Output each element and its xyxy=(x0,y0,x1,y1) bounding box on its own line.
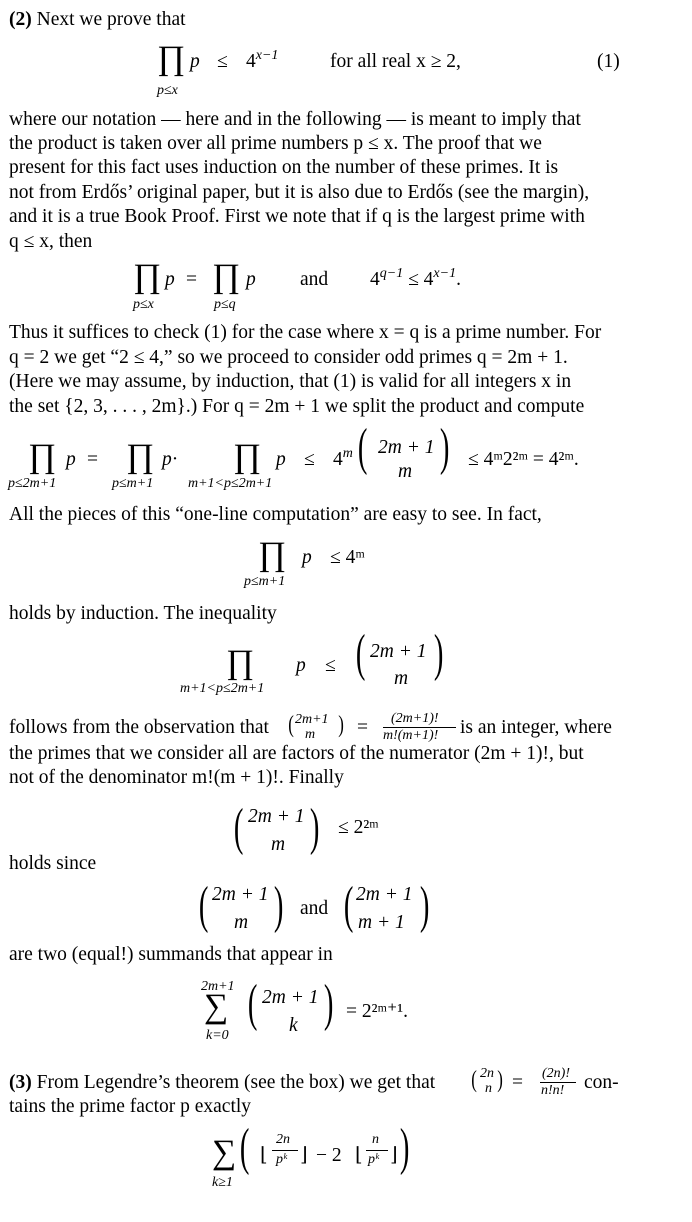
paragraph-7: are two (equal!) summands that appear in xyxy=(9,944,333,965)
paragraph-4: holds by induction. The inequality xyxy=(9,603,277,624)
eq1-condition: for all real x ≥ 2, xyxy=(330,51,461,72)
paragraph-3: All the pieces of this “one-line computation” are easy to see. In fact, xyxy=(9,504,542,525)
product-symbol: ∏ xyxy=(212,258,240,295)
product-symbol: ∏ xyxy=(157,40,185,77)
section3-line1: (3) From Legendre’s theorem (see the box) we get that xyxy=(9,1072,436,1093)
paragraph-6: holds since xyxy=(9,853,97,874)
section2-heading: (2) Next we prove that xyxy=(9,9,186,30)
equation-number: (1) xyxy=(597,51,620,72)
product-symbol: ∏ xyxy=(133,258,161,295)
